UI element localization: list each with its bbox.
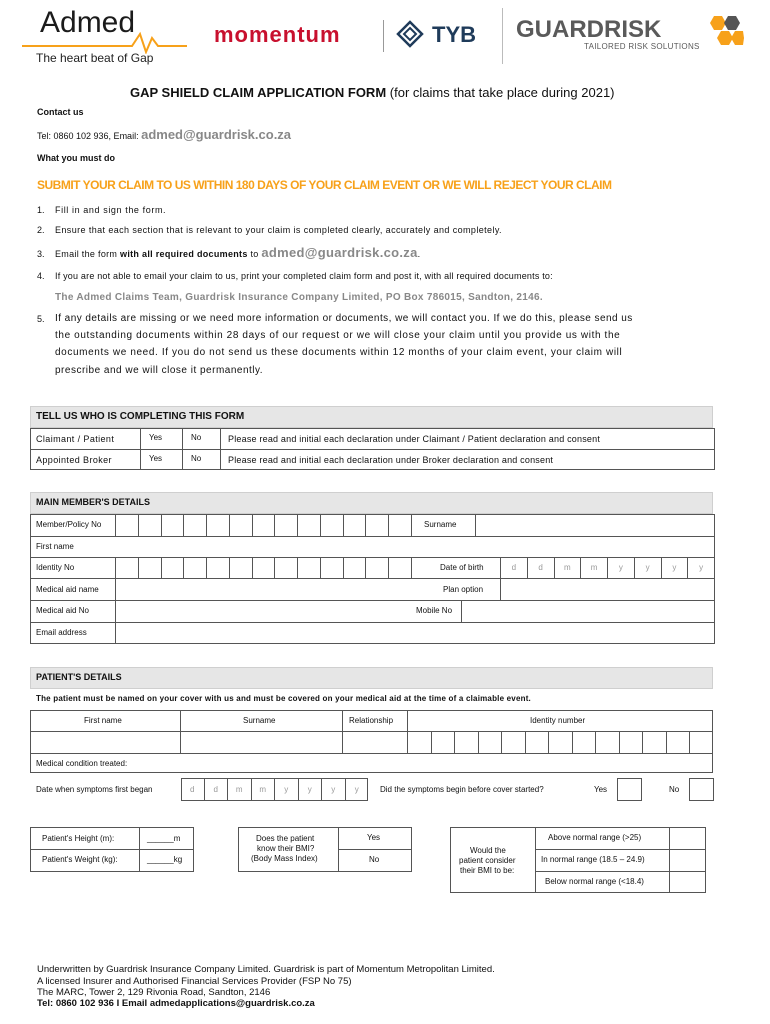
contact-heading: Contact us [37,107,84,117]
form-title-bold: GAP SHIELD CLAIM APPLICATION FORM [130,85,387,100]
patient-section-bar [30,667,713,689]
dob-y2: y [634,557,661,578]
footer-line-1: Underwritten by Guardrisk Insurance Company Limited. Guardrisk is part of Momentum Metropolitan Limited. [37,964,495,975]
logo-divider-2 [502,8,503,64]
step-2-num: 2. [37,225,45,235]
who-row2-no[interactable]: No [191,454,202,463]
sym-y4: y [345,778,369,801]
bmi-question-3: (Body Mass Index) [251,854,318,863]
symptoms-date-label: Date when symptoms first began [36,785,153,794]
admed-logo-text: Admed [40,6,136,39]
contact-line [37,127,291,142]
sym-y2: y [298,778,322,801]
first-name-label: First name [36,542,74,551]
step-5-line-2: the outstanding documents within 28 days of our request or we will close your claim until you provide us with the [55,330,621,341]
step-3 [55,245,420,260]
step-4-address: The Admed Claims Team, Guardrisk Insurance Company Limited, PO Box 786015, Sandton, 2146. [55,292,543,303]
identity-no-cells[interactable] [115,557,411,578]
symptoms-date-cells[interactable] [181,778,368,801]
tyb-diamond-icon [396,20,424,48]
height-label: Patient's Height (m): [42,834,115,843]
guardrisk-hexagon-icon [704,14,744,48]
before-cover-question: Did the symptoms begin before cover started? [380,785,544,794]
dob-y3: y [661,557,688,578]
form-title-note: (for claims that take place during 2021) [389,85,615,100]
sym-y3: y [321,778,345,801]
bmi-yes[interactable]: Yes [367,833,381,842]
medical-aid-name-label: Medical aid name [36,585,99,594]
must-do-heading: What you must do [37,153,115,163]
who-section-heading: TELL US WHO IS COMPLETING THIS FORM [36,411,245,422]
step-3-email[interactable]: admed@guardrisk.co.za [261,245,418,260]
condition-label: Medical condition treated: [36,759,128,768]
email-label: Email address [36,628,87,637]
before-cover-yes-label: Yes [594,785,608,794]
step-4: If you are not able to email your claim to us, print your completed claim form and post it, with all required documents to: [55,271,553,281]
step-5-line-4: prescribe and we will close it permanently. [55,365,264,376]
range-below-check[interactable] [670,872,705,892]
step-3-a: Email the form [55,249,121,259]
dob-y1: y [607,557,634,578]
bmi-divider [338,849,412,850]
member-no-end [411,514,412,536]
step-2: Ensure that each section that is relevant to your claim is completed clearly, accurately and completely. [55,225,502,235]
dob-m2: m [580,557,607,578]
first-name-input[interactable] [115,537,713,557]
who-row1-no[interactable]: No [191,433,202,442]
step-3-num: 3. [37,249,45,259]
member-no-label: Member/Policy No [36,520,102,529]
logo-divider [383,20,384,52]
dob-label: Date of birth [440,563,484,572]
step-1: Fill in and sign the form. [55,205,167,215]
before-cover-yes-box[interactable] [617,778,642,801]
surname-label: Surname [424,520,457,529]
consider-3: their BMI to be: [460,866,515,875]
footer-line-4: Tel: 0860 102 936 I Email admedapplications@guardrisk.co.za [37,998,315,1009]
patient-row-2 [30,753,713,754]
dob-d2: d [527,557,554,578]
range-normal: In normal range (18.5 – 24.9) [541,855,645,864]
range-normal-check[interactable] [670,850,705,870]
dob-cells[interactable] [500,557,714,578]
patient-id-cells[interactable] [407,731,713,753]
step-3-b: with all required documents [120,249,248,259]
consider-1: Would the [470,846,506,855]
hw-divider [30,849,194,850]
medical-aid-no-input[interactable] [116,601,411,621]
step-5-line-1: If any details are missing or we need more information or documents, we will contact you. If we do this, please send us [55,313,633,324]
mobile-no-label: Mobile No [416,606,453,615]
main-section-heading: MAIN MEMBER'S DETAILS [36,497,150,507]
who-row2-note: Please read and initial each declaration under Broker declaration and consent [228,455,554,465]
mobile-no-input[interactable] [462,601,713,621]
before-cover-no-box[interactable] [689,778,714,801]
dob-y4: y [687,557,714,578]
who-col-3 [220,428,221,470]
col-surname: Surname [243,716,276,725]
bmi-question-2: know their BMI? [257,844,315,853]
who-row2-label: Appointed Broker [36,455,112,465]
who-row2-yes[interactable]: Yes [149,454,163,463]
height-input[interactable]: ______m [147,834,181,843]
hw-col [139,827,140,872]
admed-logo [22,6,192,66]
step-1-num: 1. [37,205,45,215]
range-above-check[interactable] [670,828,705,848]
warning-banner: SUBMIT YOUR CLAIM TO US WITHIN 180 DAYS OF YOUR CLAIM EVENT OR WE WILL REJECT YOUR CLAIM [37,178,612,192]
col-identity: Identity number [530,716,586,725]
form-title [130,85,615,100]
guardrisk-tagline: TAILORED RISK SOLUTIONS [584,42,700,51]
patient-note: The patient must be named on your cover with us and must be covered on your medical aid at the time of a claimable event. [36,694,531,703]
patient-surname-input[interactable] [181,732,341,752]
who-col-1 [140,428,141,470]
identity-no-end [411,557,412,578]
weight-label: Patient's Weight (kg): [42,855,118,864]
range-col-1 [535,827,536,893]
member-no-cells[interactable] [115,514,411,536]
contact-email[interactable]: admed@guardrisk.co.za [141,127,292,142]
range-below: Below normal range (<18.4) [545,877,644,886]
step-3-c: to [247,249,262,259]
contact-tel: Tel: 0860 102 936, Email: [37,131,139,141]
who-row1-label: Claimant / Patient [36,434,115,444]
col-relationship: Relationship [349,716,394,725]
identity-no-label: Identity No [36,563,75,572]
step-4-num: 4. [37,271,45,281]
step-5-num: 5. [37,314,45,324]
step-5-line-3: documents we need. If you do not send us these documents within 12 months of your claim event, your claim will [55,347,623,358]
bmi-no[interactable]: No [369,855,380,864]
footer-line-2: A licensed Insurer and Authorised Financial Services Provider (FSP No 75) [37,976,352,987]
surname-input[interactable] [476,515,714,535]
range-above: Above normal range (>25) [548,833,642,842]
col-first-name: First name [84,716,122,725]
sym-d1: d [190,785,195,794]
footer-line-3: The MARC, Tower 2, 129 Rivonia Road, Sandton, 2146 [37,987,271,998]
bmi-question-1: Does the patient [256,834,315,843]
patient-section-heading: PATIENT'S DETAILS [36,672,122,682]
medical-aid-name-input[interactable] [116,579,416,599]
medical-aid-no-label: Medical aid No [36,606,89,615]
plan-option-input[interactable] [501,579,713,599]
sym-y1: y [274,778,298,801]
dob-d1: d [500,557,527,578]
consider-2: patient consider [459,856,516,865]
dob-m1: m [554,557,581,578]
who-row1-note: Please read and initial each declaration under Claimant / Patient declaration and consent [228,434,601,444]
admed-tagline: The heart beat of Gap [36,51,154,65]
who-row-divider [30,449,715,450]
who-row1-yes[interactable]: Yes [149,433,163,442]
email-input[interactable] [116,623,713,643]
sym-d2: d [204,778,228,801]
sym-m1: m [227,778,251,801]
who-col-2 [182,428,183,470]
tyb-logo: TYB [432,22,476,47]
step-3-end: . [417,249,421,259]
sym-m2: m [251,778,275,801]
weight-input[interactable]: ______kg [147,855,183,864]
momentum-logo: momentum [214,22,341,47]
guardrisk-logo: GUARDRISK [516,16,662,43]
before-cover-no-label: No [669,785,680,794]
patient-first-name-input[interactable] [31,732,179,752]
patient-relationship-input[interactable] [343,732,406,752]
plan-option-label: Plan option [443,585,484,594]
